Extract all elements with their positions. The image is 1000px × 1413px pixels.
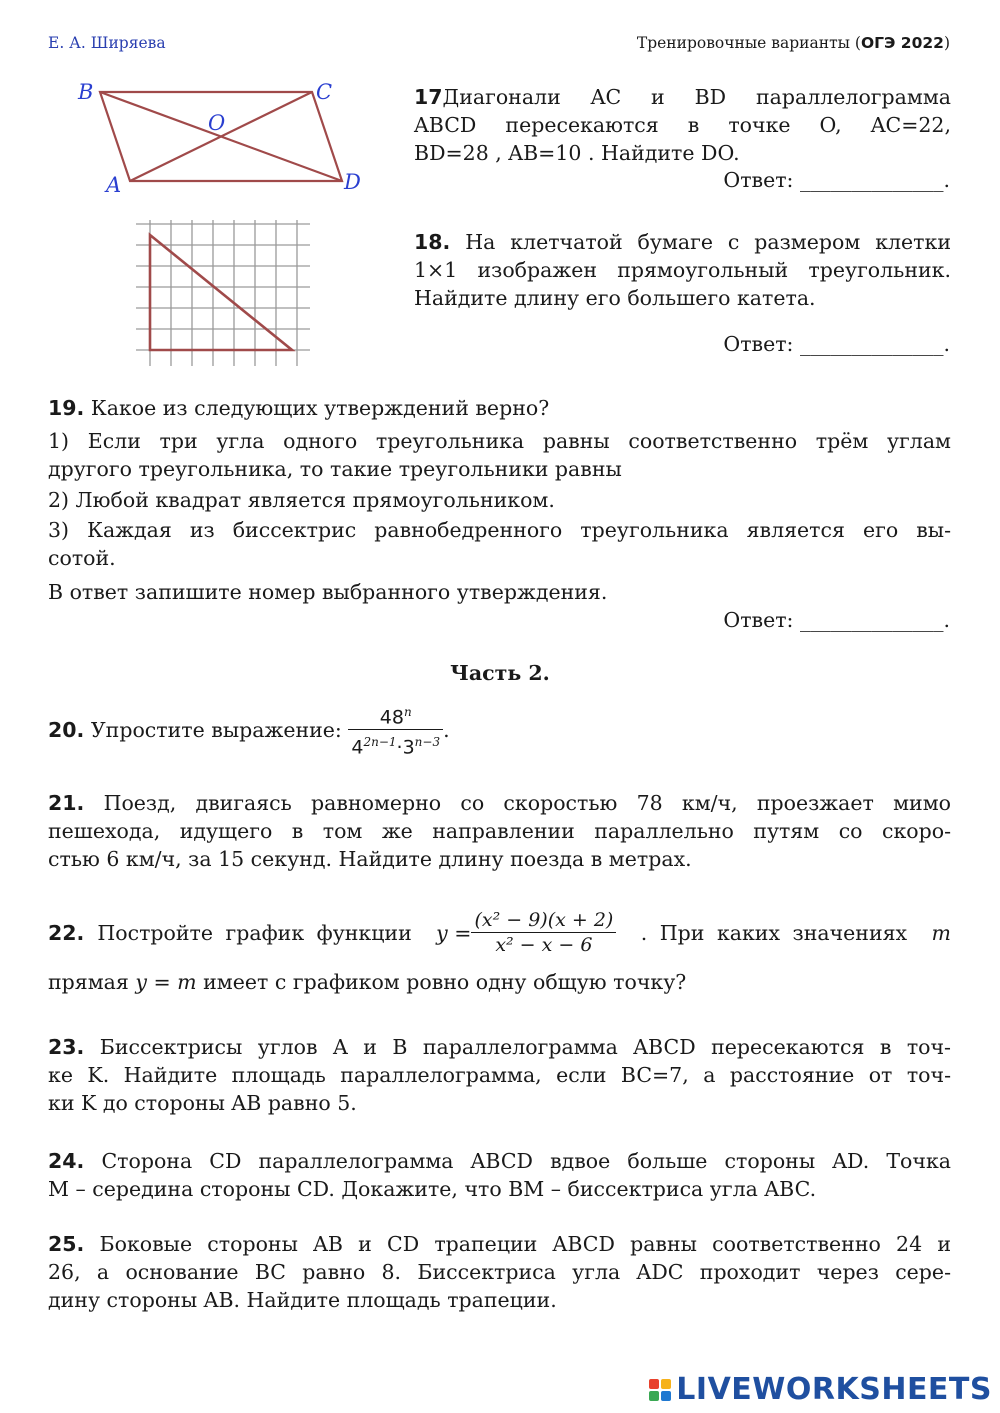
q25-line-1-text: Боковые стороны AB и CD трапеции ABCD равны соответственно 24 и bbox=[99, 1232, 951, 1256]
q23-line-3: ки K до стороны AB равно 5. bbox=[48, 1091, 357, 1115]
label-d: D bbox=[344, 170, 361, 194]
q19-number: 19. bbox=[48, 396, 85, 420]
label-a: A bbox=[106, 173, 122, 197]
q18-line-3: Найдите длину его большего катета. bbox=[414, 286, 816, 310]
q24-line-2: M – середина стороны CD. Докажите, что BM – биссектриса угла ABC. bbox=[48, 1177, 817, 1201]
q20-numerator bbox=[348, 700, 443, 730]
q19-item-3-line-1: 3) Каждая из биссектрис равнобедренного треугольника является его вы- bbox=[48, 518, 951, 542]
q22-numerator: (x² − 9)(x + 2) bbox=[471, 908, 616, 933]
q25-line-1 bbox=[48, 1230, 951, 1258]
q23-line-1-text: Биссектрисы углов A и B параллелограмма ABCD пересекаются в точ- bbox=[99, 1035, 951, 1059]
q20-denominator bbox=[348, 730, 443, 759]
question-19-prompt bbox=[48, 394, 951, 422]
q20-den-base-2: 3 bbox=[402, 736, 415, 759]
liveworksheets-logo[interactable] bbox=[649, 1372, 992, 1407]
q18-line-2: 1×1 изображен прямоугольный треугольник. bbox=[414, 258, 951, 282]
q22-m: m bbox=[931, 920, 951, 945]
logo-square-1 bbox=[649, 1379, 659, 1389]
q20-text: Упростите выражение: bbox=[90, 717, 342, 742]
q19-item-1 bbox=[48, 427, 951, 483]
q20-num-exp: n bbox=[403, 705, 412, 719]
q17-line-1 bbox=[414, 83, 951, 111]
q24-number: 24. bbox=[48, 1149, 85, 1173]
q21-line-1 bbox=[48, 789, 951, 817]
question-24 bbox=[48, 1147, 951, 1203]
q22-text-1: Постройте график функции bbox=[97, 920, 412, 945]
q19-answer[interactable]: Ответ: ______________. bbox=[723, 608, 950, 632]
logo-square-3 bbox=[649, 1391, 659, 1401]
q20-den-exp-1: 2n−1 bbox=[363, 735, 397, 750]
q18-line-1 bbox=[414, 228, 951, 256]
q22-line2-b: имеет с графиком ровно одну общую точку? bbox=[203, 970, 687, 994]
q22-line2-a: прямая bbox=[48, 970, 129, 994]
q20-den-base-1: 4 bbox=[351, 736, 364, 759]
q23-line-2: ке K. Найдите площадь параллелограмма, если BC=7, а расстояние от точ- bbox=[48, 1063, 951, 1087]
part-2-heading: Часть 2. bbox=[450, 661, 550, 685]
q17-line-2: ABCD пересекаются в точке O, AC=22, bbox=[414, 113, 951, 137]
q22-number: 22. bbox=[48, 920, 85, 945]
grid-figure bbox=[136, 220, 312, 368]
question-20 bbox=[48, 700, 951, 760]
q22-fraction bbox=[471, 908, 616, 957]
q19-item-3-line-2: сотой. bbox=[48, 546, 116, 570]
q20-num-base: 48 bbox=[379, 706, 404, 729]
question-22-line-2 bbox=[48, 968, 951, 996]
q17-number: 17 bbox=[414, 85, 443, 109]
q20-tail: . bbox=[443, 717, 450, 742]
label-c: C bbox=[316, 80, 333, 104]
q22-denominator: x² − x − 6 bbox=[495, 934, 593, 956]
q25-number: 25. bbox=[48, 1232, 85, 1256]
q18-line-1-text: На клетчатой бумаге с размером клетки bbox=[465, 230, 951, 254]
parallelogram-figure bbox=[70, 74, 370, 199]
question-18 bbox=[414, 228, 951, 312]
q24-line-1 bbox=[48, 1147, 951, 1175]
q21-line-3: стью 6 км/ч, за 15 секунд. Найдите длину поезда в метрах. bbox=[48, 847, 692, 871]
q19-item-1-line-2: другого треугольника, то такие треугольники равны bbox=[48, 457, 622, 481]
q21-number: 21. bbox=[48, 791, 85, 815]
question-25 bbox=[48, 1230, 951, 1314]
q20-den-exp-2: n−3 bbox=[414, 735, 441, 750]
q19-item-2: 2) Любой квадрат является прямоугольником. bbox=[48, 488, 555, 512]
author-name: Е. А. Ширяева bbox=[48, 34, 166, 52]
q22-formula bbox=[436, 908, 616, 957]
q19-prompt-text: Какое из следующих утверждений верно? bbox=[90, 396, 550, 420]
question-23 bbox=[48, 1033, 951, 1117]
label-o: O bbox=[208, 111, 226, 135]
q23-line-1 bbox=[48, 1033, 951, 1061]
q22-y-eq: y = bbox=[436, 920, 472, 945]
question-21 bbox=[48, 789, 951, 873]
q18-number: 18. bbox=[414, 230, 451, 254]
q20-fraction bbox=[348, 700, 443, 760]
q18-answer[interactable]: Ответ: ______________. bbox=[723, 332, 950, 356]
header-title-suffix: ) bbox=[943, 34, 950, 52]
q19-instruction: В ответ запишите номер выбранного утверждения. bbox=[48, 580, 608, 604]
q21-line-2: пешехода, идущего в том же направлении параллельно путям со скоро- bbox=[48, 819, 951, 843]
label-b: B bbox=[78, 80, 94, 104]
q17-line-1-text: Диагонали AC и BD параллелограмма bbox=[442, 85, 951, 109]
q22-lead bbox=[48, 919, 412, 947]
q19-item-1-line-1: 1) Если три угла одного треугольника равны соответственно трём углам bbox=[48, 429, 951, 453]
header-title bbox=[637, 34, 950, 52]
logo-square-4 bbox=[661, 1391, 671, 1401]
q19-item-3 bbox=[48, 516, 951, 572]
question-22-line-1 bbox=[48, 908, 951, 957]
q25-line-2: 26, а основание BC равно 8. Биссектриса угла ADC проходит через сере- bbox=[48, 1260, 951, 1284]
logo-text: LIVEWORKSHEETS bbox=[676, 1372, 992, 1407]
q17-line-3: BD=28 , AB=10 . Найдите DO. bbox=[414, 141, 740, 165]
q20-den-dot: · bbox=[396, 736, 403, 759]
q24-line-1-text: Сторона CD параллелограмма ABCD вдвое больше стороны AD. Точка bbox=[101, 1149, 951, 1173]
logo-mark-icon bbox=[649, 1379, 671, 1401]
question-17 bbox=[414, 83, 951, 167]
q20-number: 20. bbox=[48, 717, 85, 742]
q22-text-2: . При каких значениях bbox=[640, 920, 908, 945]
diagonal-bd bbox=[100, 92, 342, 181]
q23-number: 23. bbox=[48, 1035, 85, 1059]
logo-square-2 bbox=[661, 1379, 671, 1389]
q21-line-1-text: Поезд, двигаясь равномерно со скоростью 78 км/ч, проезжает мимо bbox=[103, 791, 951, 815]
header-title-prefix: Тренировочные варианты ( bbox=[636, 34, 861, 52]
q25-line-3: дину стороны AB. Найдите площадь трапеции. bbox=[48, 1288, 557, 1312]
q22-line2-eq: y = m bbox=[135, 970, 197, 994]
q17-answer[interactable]: Ответ: ______________. bbox=[723, 168, 950, 192]
header-title-bold: ОГЭ 2022 bbox=[860, 34, 944, 52]
